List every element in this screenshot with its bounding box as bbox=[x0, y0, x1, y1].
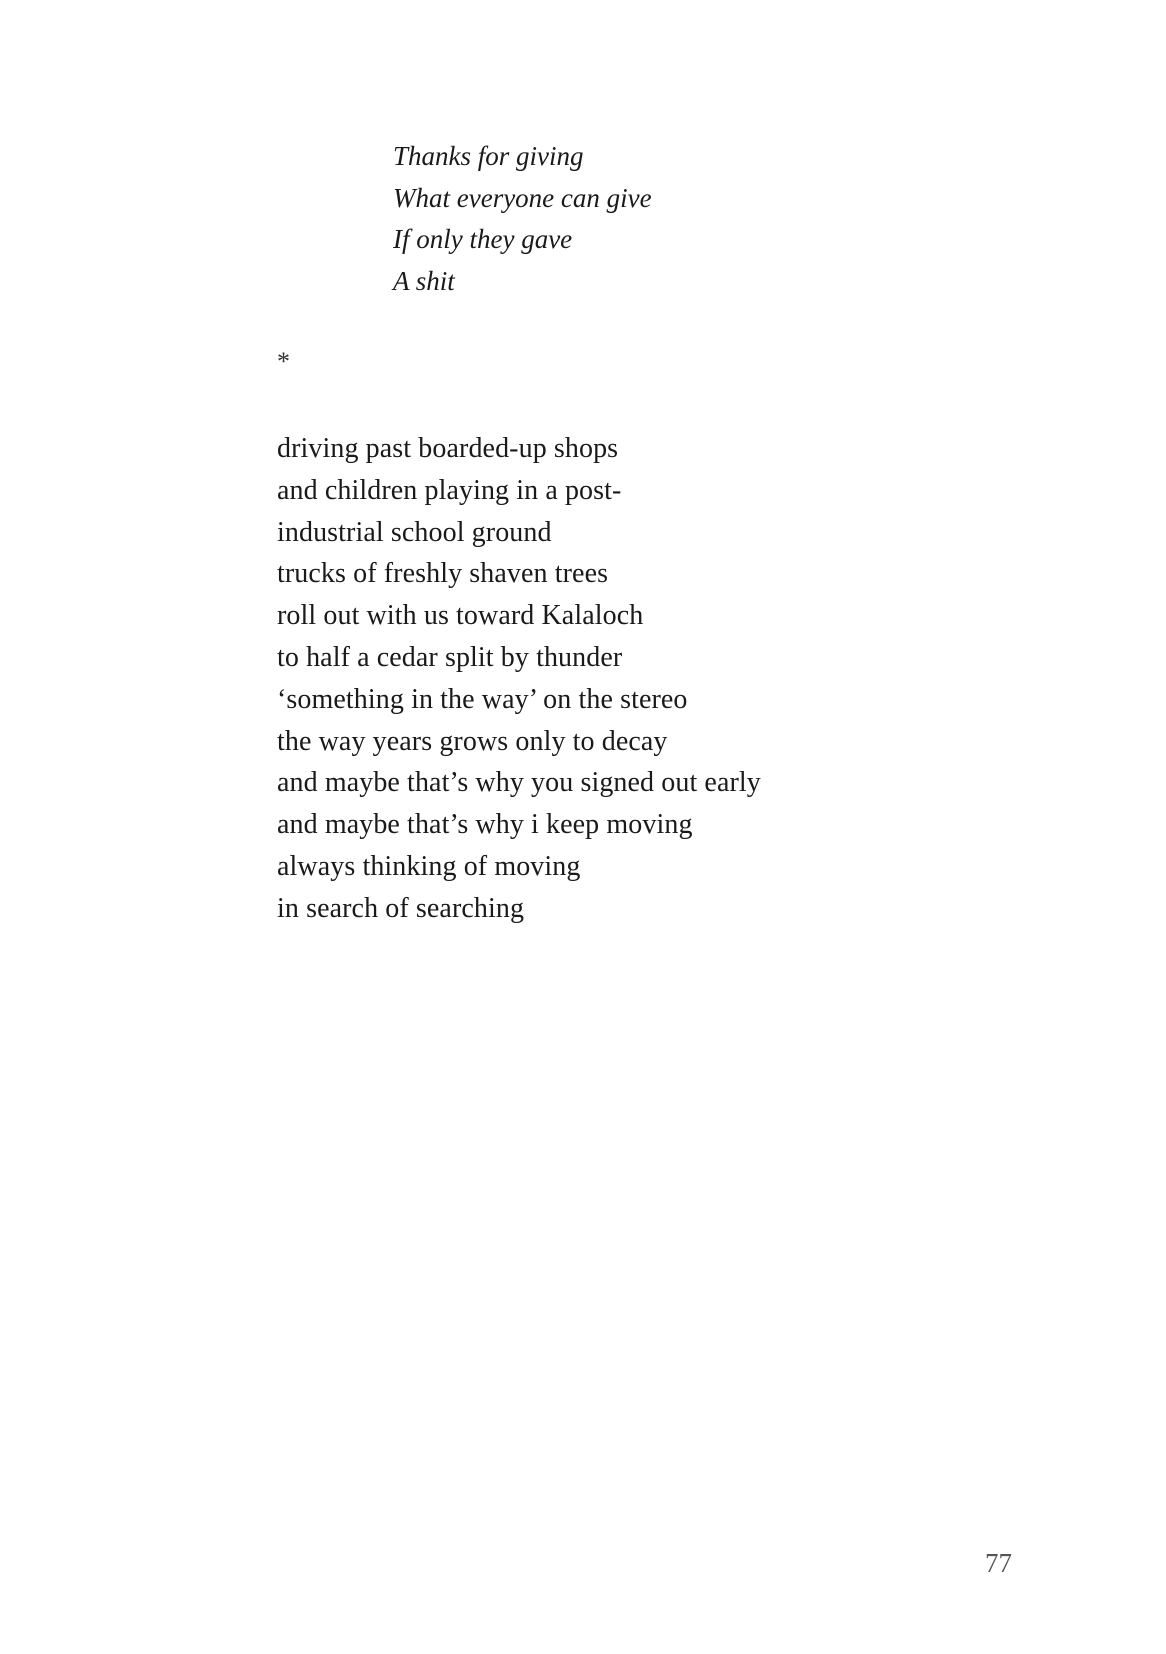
poem-line: and maybe that’s why i keep moving bbox=[277, 809, 693, 841]
poem-line: and children playing in a post- bbox=[277, 474, 622, 506]
poem-line: always thinking of moving bbox=[277, 850, 581, 882]
poem-line: trucks of freshly shaven trees bbox=[277, 558, 609, 590]
italic-stanza bbox=[393, 136, 652, 302]
poem-line: roll out with us toward Kalaloch bbox=[277, 600, 644, 632]
poem-line: to half a cedar split by thunder bbox=[277, 641, 623, 673]
poem-line: Thanks for giving bbox=[393, 141, 584, 171]
poem-line: in search of searching bbox=[277, 892, 525, 924]
poem-line: the way years grows only to decay bbox=[277, 725, 668, 757]
poem-line: A shit bbox=[393, 265, 455, 296]
poem-line: driving past boarded-up shops bbox=[277, 433, 619, 464]
section-separator: * bbox=[277, 347, 290, 376]
page-number: 77 bbox=[985, 1548, 1012, 1578]
poem-line: industrial school ground bbox=[277, 516, 552, 548]
main-stanza bbox=[277, 428, 761, 930]
poem-line: If only they gave bbox=[393, 224, 573, 254]
poem-line: ‘something in the way’ on the stereo bbox=[277, 683, 688, 715]
poem-line: and maybe that’s why you signed out early bbox=[277, 767, 761, 799]
poem-line: What everyone can give bbox=[393, 182, 652, 213]
